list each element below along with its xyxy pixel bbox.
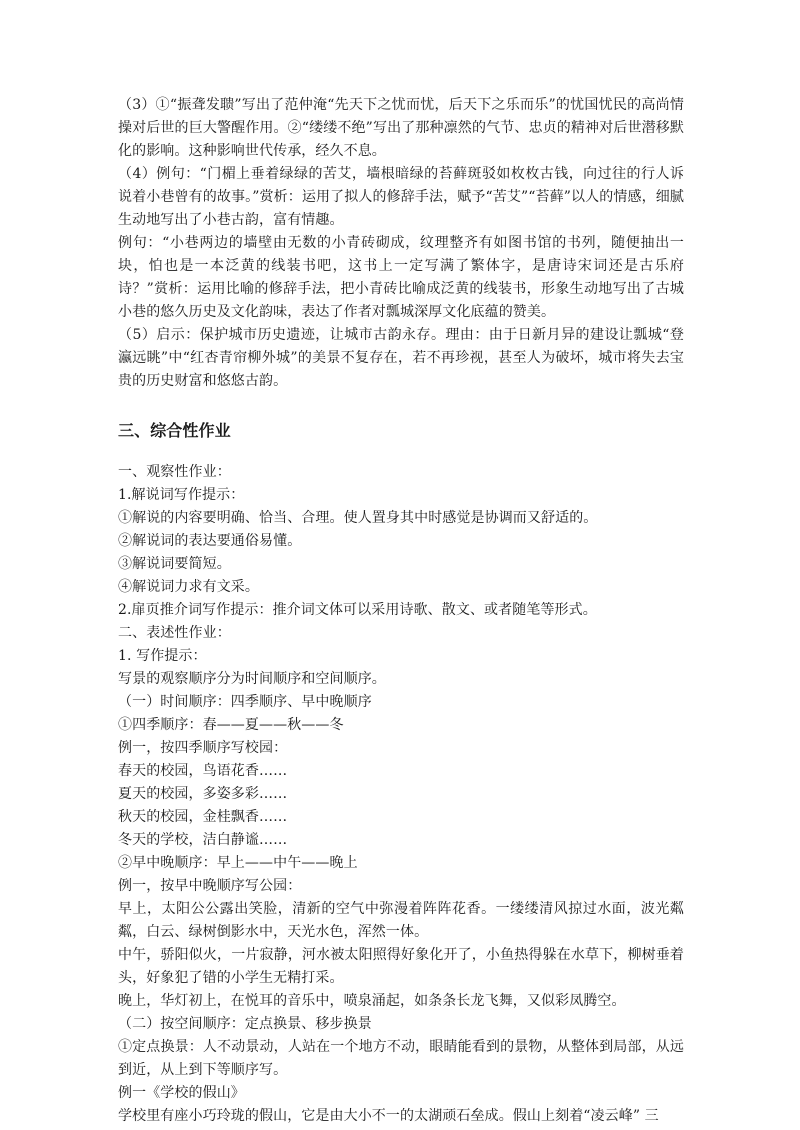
body-paragraph: 中午，骄阳似火，一片寂静，河水被太阳照得好象化开了，小鱼热得躲在水草下，柳树垂着头，好象犯了错的小学生无精打采。 [118, 947, 684, 986]
body-line: 二、表述性作业： [118, 625, 231, 641]
body-line: 例一《学校的假山》 [118, 1085, 245, 1101]
body-line: ①四季顺序：春——夏——秋——冬 [118, 717, 344, 733]
section-heading: 三、综合性作业 [118, 421, 231, 440]
body-paragraph: ①定点换景：人不动景动，人站在一个地方不动，眼睛能看到的景物，从整体到局部，从远到近，从上到下等顺序写。 [118, 1039, 684, 1078]
body-line: 学校里有座小巧玲珑的假山，它是由大小不一的太湖顽石垒成。假山上刻着“凌云峰” 三 [118, 1108, 659, 1124]
answer-4: （4）例句：“门楣上垂着绿绿的苦艾，墙根暗绿的苔藓斑驳如枚枚古钱，向过往的行人诉说着小巷曾有的故事。”赏析：运用了拟人的修辞手法，赋予“苦艾”“苔藓”以人的情感，细腻生动地写出了小巷古韵，富有情趣。 [118, 166, 684, 228]
body-line: 1.解说词写作提示： [118, 487, 245, 503]
body-line: 秋天的校园，金桂飘香…… [118, 809, 288, 825]
body-line: 1. 写作提示： [118, 648, 207, 664]
body-line: （二）按空间顺序：定点换景、移步换景 [118, 1016, 372, 1032]
answer-3: （3）①“振聋发聩”写出了范仲淹“先天下之忧而忧，后天下之乐而乐”的忧国忧民的高尚情操对后世的巨大警醒作用。②“缕缕不绝”写出了那种凛然的气节、忠贞的精神对后世潜移默化的影响。这种影响世代传承，经久不息。 [118, 97, 684, 159]
page-content [118, 94, 684, 1128]
answer-4-example: 例句：“小巷两边的墙壁由无数的小青砖砌成，纹理整齐有如图书馆的书列，随便抽出一块，怕也是一本泛黄的线装书吧，这书上一定写满了繁体字，是唐诗宋词还是古乐府诗？”赏析：运用比喻的修辞手法，把小青砖比喻成泛黄的线装书，形象生动地写出了古城小巷的悠久历史及文化韵味，表达了作者对瓢城深厚文化底蕴的赞美。 [118, 235, 684, 320]
body-line: ④解说词力求有文采。 [118, 579, 259, 595]
body-line: 例一，按早中晚顺序写公园： [118, 878, 302, 894]
body-line: 例一，按四季顺序写校园： [118, 740, 288, 756]
body-line: 春天的校园，鸟语花香…… [118, 763, 288, 779]
body-line: ②早中晚顺序：早上——中午——晚上 [118, 855, 358, 871]
body-line: ③解说词要简短。 [118, 556, 231, 572]
body-line: 一、观察性作业： [118, 464, 231, 480]
body-line: 晚上，华灯初上，在悦耳的音乐中，喷泉涌起，如条条长龙飞舞，又似彩凤腾空。 [118, 993, 626, 1009]
body-line: 写景的观察顺序分为时间顺序和空间顺序。 [118, 671, 386, 687]
body-line: ②解说词的表达要通俗易懂。 [118, 533, 302, 549]
body-line: 2.扉页推介词写作提示：推介词文体可以采用诗歌、散文、或者随笔等形式。 [118, 602, 597, 618]
answer-5: （5）启示：保护城市历史遗迹，让城市古韵永存。理由：由于日新月异的建设让瓢城“登瀛远眺”中“红杏青帘柳外城”的美景不复存在，若不再珍视，甚至人为破坏，城市将失去宝贵的历史财富和悠悠古韵。 [118, 327, 684, 389]
body-line: 夏天的校园，多姿多彩…… [118, 786, 288, 802]
body-paragraph: 早上，太阳公公露出笑脸，清新的空气中弥漫着阵阵花香。一缕缕清风掠过水面，波光粼粼，白云、绿树倒影水中，天光水色，浑然一体。 [118, 901, 684, 940]
body-line: 冬天的学校，洁白静谧…… [118, 832, 288, 848]
body-line: ①解说的内容要明确、恰当、合理。使人置身其中时感觉是协调而又舒适的。 [118, 510, 598, 526]
body-line: （一）时间顺序：四季顺序、早中晚顺序 [118, 694, 372, 710]
